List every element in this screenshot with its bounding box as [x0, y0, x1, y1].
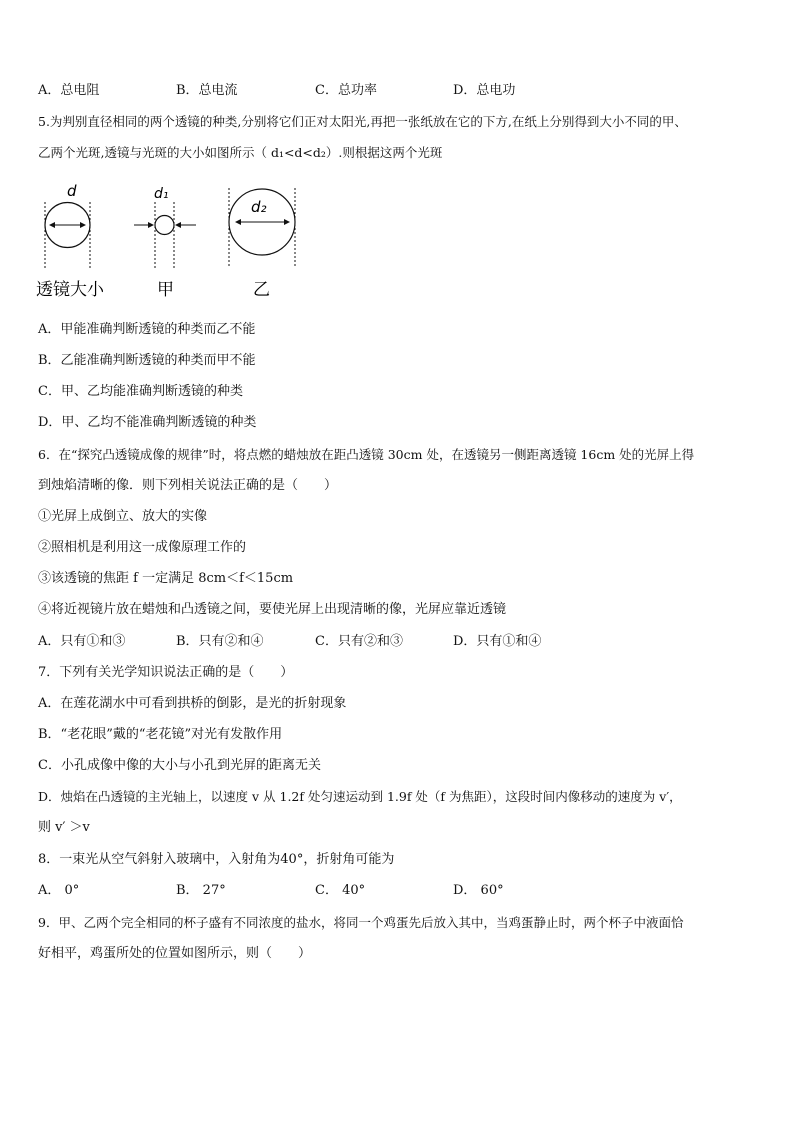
q6-statement-2: ②照相机是利用这一成像原理工作的 — [38, 540, 247, 555]
q6-statement-1: ①光屏上成倒立、放大的实像 — [38, 509, 208, 524]
q7-stem: 7．下列有关光学知识说法正确的是（ ） — [38, 665, 294, 680]
q8-option-a: A． 0° — [38, 883, 80, 898]
q9-stem-line2: 好相平，鸡蛋所处的位置如图所示，则（ ） — [38, 946, 312, 961]
q5-option-b: B．乙能准确判断透镜的种类而甲不能 — [38, 353, 256, 368]
spot-jia-circle — [155, 216, 174, 235]
lens-size-diagram — [36, 182, 105, 300]
spot-jia-symbol: d₁ — [154, 186, 169, 202]
q6-stem-line1: 6．在“探究凸透镜成像的规律”时，将点燃的蜡烛放在距凸透镜 30cm 处，在透镜另一侧距离透镜 16cm 处的光屏上得 — [38, 447, 695, 462]
spot-yi-caption: 乙 — [253, 280, 270, 300]
q7-option-d: D．烛焰在凸透镜的主光轴上，以速度 v 从 1.2f 处匀速运动到 1.9f 处（f 为焦距），这段时间内像移动的速度为 v′， — [38, 789, 682, 804]
lens-diameter-symbol: d — [67, 182, 77, 200]
q5-stem-line1: 5.为判别直径相同的两个透镜的种类,分别将它们正对太阳光,再把一张纸放在它的下方,在纸上分别得到大小不同的甲、 — [38, 114, 687, 129]
q7-option-b: B．“老花眼”戴的“老花镜”对光有发散作用 — [38, 727, 283, 742]
q8-option-d: D． 60° — [453, 883, 504, 898]
q6-option-b: B．只有②和④ — [176, 634, 264, 649]
q6-statement-4: ④将近视镜片放在蜡烛和凸透镜之间，要使光屏上出现清晰的像，光屏应靠近透镜 — [38, 602, 507, 617]
lens-spot-figure — [30, 180, 330, 305]
q4-option-c: C．总功率 — [315, 83, 377, 98]
q6-stem-line2: 到烛焰清晰的像．则下列相关说法正确的是（ ） — [38, 478, 338, 493]
q7-option-d-continued: 则 v′ ＞v — [38, 820, 90, 835]
q5-option-c: C．甲、乙均能准确判断透镜的种类 — [38, 384, 243, 399]
q4-option-b: B．总电流 — [176, 83, 238, 98]
spot-yi-symbol: d₂ — [251, 198, 267, 216]
spot-yi-diagram — [229, 188, 295, 300]
q5-stem-line2: 乙两个光斑,透镜与光斑的大小如图所示（ d₁<d<d₂）.则根据这两个光斑 — [38, 145, 443, 160]
spot-jia-caption: 甲 — [157, 280, 174, 300]
q4-option-a: A．总电阻 — [38, 83, 100, 98]
q6-option-c: C．只有②和③ — [315, 634, 403, 649]
q6-option-d: D．只有①和④ — [453, 634, 542, 649]
q9-stem-line1: 9．甲、乙两个完全相同的杯子盛有不同浓度的盐水，将同一个鸡蛋先后放入其中，当鸡蛋静止时，两个杯子中液面恰 — [38, 915, 684, 930]
q7-option-c: C．小孔成像中像的大小与小孔到光屏的距离无关 — [38, 758, 321, 773]
q4-option-d: D．总电功 — [453, 83, 516, 98]
q5-option-d: D．甲、乙均不能准确判断透镜的种类 — [38, 415, 257, 430]
q7-option-a: A．在莲花湖水中可看到拱桥的倒影，是光的折射现象 — [38, 696, 347, 711]
q6-statement-3: ③该透镜的焦距 f 一定满足 8cm＜f＜15cm — [38, 571, 294, 586]
spot-jia-diagram — [134, 186, 196, 300]
q8-stem: 8．一束光从空气斜射入玻璃中，入射角为40°，折射角可能为 — [38, 852, 395, 867]
q8-option-b: B． 27° — [176, 883, 226, 898]
lens-size-caption: 透镜大小 — [36, 280, 104, 300]
q5-option-a: A．甲能准确判断透镜的种类而乙不能 — [38, 322, 256, 337]
q8-option-c: C． 40° — [315, 883, 366, 898]
q6-option-a: A．只有①和③ — [38, 634, 126, 649]
